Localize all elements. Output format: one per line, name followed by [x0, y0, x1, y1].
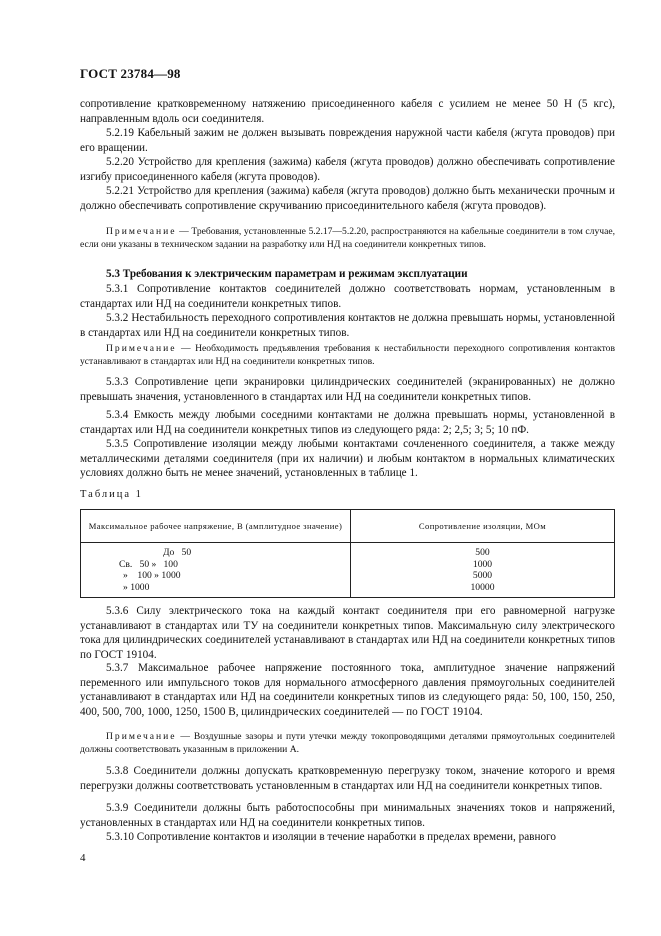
- paragraph-5-3-4: 5.3.4 Емкость между любыми соседними контактами не должна превышать нормы, установленной в стандартах или НД на соединители конкретных типов из следующего ряда: 2; 2,5; 3; 5; 10 пФ.: [80, 409, 615, 436]
- paragraph-tension: сопротивление кратковременному натяжению присоединенного кабеля с усилием не менее 50 Н (5 кгс), направленным вдоль оси соединителя.: [80, 98, 615, 125]
- note-text: — Необходимость предъявления требования к нестабильности переходного сопротивления контактов устанавливают в стандартах или НД на соединители конкретных типов.: [80, 343, 615, 367]
- table-caption: Таблица 1: [80, 489, 143, 500]
- table-row-resistance: 1000: [472, 558, 493, 570]
- note-label: Примечание: [106, 226, 177, 237]
- table-row-voltage: » 100 » 1000: [123, 570, 181, 582]
- note-text: — Требования, установленные 5.2.17—5.2.20, распространяются на кабельные соединители в том случае, если они указаны в техническом задании на разработку или НД на соединители конкретных типов.: [80, 226, 615, 250]
- paragraph-5-3-2: 5.3.2 Нестабильность переходного сопротивления контактов не должна превышать нормы, установленной в стандартах или НД на соединители конкретных типов.: [80, 312, 615, 339]
- paragraph-5-3-6: 5.3.6 Силу электрического тока на каждый контакт соединителя при его равномерной нагрузке устанавливают в стандартах или ТУ на соединители конкретных типов. Максимальную силу электрического тока для цилиндрических соединителей устанавливают в стандартах или НД на соединители конкретных типов по ГОСТ 19104.: [80, 605, 615, 661]
- note-air-gaps: [80, 731, 615, 756]
- document-header: ГОСТ 23784—98: [80, 66, 181, 81]
- paragraph-5-3-7: 5.3.7 Максимальное рабочее напряжение постоянного тока, амплитудное значение напряжений переменного или импульсного токов для нормального атмосферного давления прямоугольных соединителей устанавливают в стандартах или НД на соединители конкретных типов из следующего ряда: 50, 100, 150, 250, 400, 500, 700, 1000, 1250, 1500 В, цилиндрических соединителей — по ГОСТ 19104.: [80, 662, 615, 718]
- note-cable-connectors: [80, 226, 615, 251]
- paragraph-5-3-9: 5.3.9 Соединители должны быть работоспособны при минимальных значениях токов и напряжений, установленных в стандартах или НД на соединители конкретных типов.: [80, 802, 615, 829]
- paragraph-5-2-20: 5.2.20 Устройство для крепления (зажима) кабеля (жгута проводов) должно обеспечивать сопротивление изгибу присоединенного кабеля (жгута проводов).: [80, 156, 615, 183]
- paragraph-5-3-10: 5.3.10 Сопротивление контактов и изоляции в течение наработки в пределах времени, равного: [106, 831, 556, 843]
- paragraph-5-3-5: 5.3.5 Сопротивление изоляции между любыми контактами сочлененного соединителя, а также между металлическими деталями соединителя (при их наличии) и любым контактом в нормальных климатических условиях должно быть не менее значений, установленных в таблице 1.: [80, 438, 615, 480]
- note-label: Примечание: [106, 731, 177, 742]
- insulation-table: [80, 509, 615, 598]
- paragraph-5-2-21: 5.2.21 Устройство для крепления (зажима) кабеля (жгута проводов) должно быть механически прочным и должно обеспечивать сопротивление скручиванию присоединительного кабеля (жгута проводов).: [80, 185, 615, 212]
- page-number: 4: [80, 852, 86, 864]
- table-resistance-cell: [351, 543, 615, 598]
- table-row-resistance: 10000: [470, 581, 495, 593]
- section-title: 5.3 Требования к электрическим параметрам и режимам эксплуатации: [106, 268, 468, 280]
- paragraph-5-3-1: 5.3.1 Сопротивление контактов соединителей должно соответствовать нормам, установленным в стандартах или НД на соединители конкретных типов.: [80, 283, 615, 310]
- table-row-voltage: До 50: [163, 547, 192, 558]
- table-row-resistance: 500: [475, 547, 490, 558]
- paragraph-5-3-8: 5.3.8 Соединители должны допускать кратковременную перегрузку током, значение которого и время перегрузки должны соответствовать установленным в стандартах или НД на соединители конкретных типов.: [80, 765, 615, 792]
- paragraph-5-2-19: 5.2.19 Кабельный зажим не должен вызывать повреждения наружной части кабеля (жгута проводов) при его вращении.: [80, 127, 615, 154]
- table-voltage-cell: [81, 543, 351, 598]
- table-row-voltage: Св. 50 » 100: [119, 558, 178, 570]
- paragraph-5-3-3: 5.3.3 Сопротивление цепи экранировки цилиндрических соединителей (экранированных) не должно превышать значения, установленного в стандартах или НД на соединители конкретных типов.: [80, 376, 615, 403]
- table-header-voltage: Максимальное рабочее напряжение, В (амплитудное значение): [81, 510, 351, 543]
- table-row-resistance: 5000: [472, 570, 493, 582]
- note-text: — Воздушные зазоры и пути утечки между токопроводящими деталями прямоугольных соединителей должны соответствовать указанным в приложении А.: [80, 731, 615, 755]
- note-label: Примечание: [106, 343, 177, 354]
- table-header-resistance: Сопротивление изоляции, МОм: [351, 510, 615, 543]
- table-row-voltage: » 1000: [123, 581, 150, 593]
- note-instability: [80, 343, 615, 368]
